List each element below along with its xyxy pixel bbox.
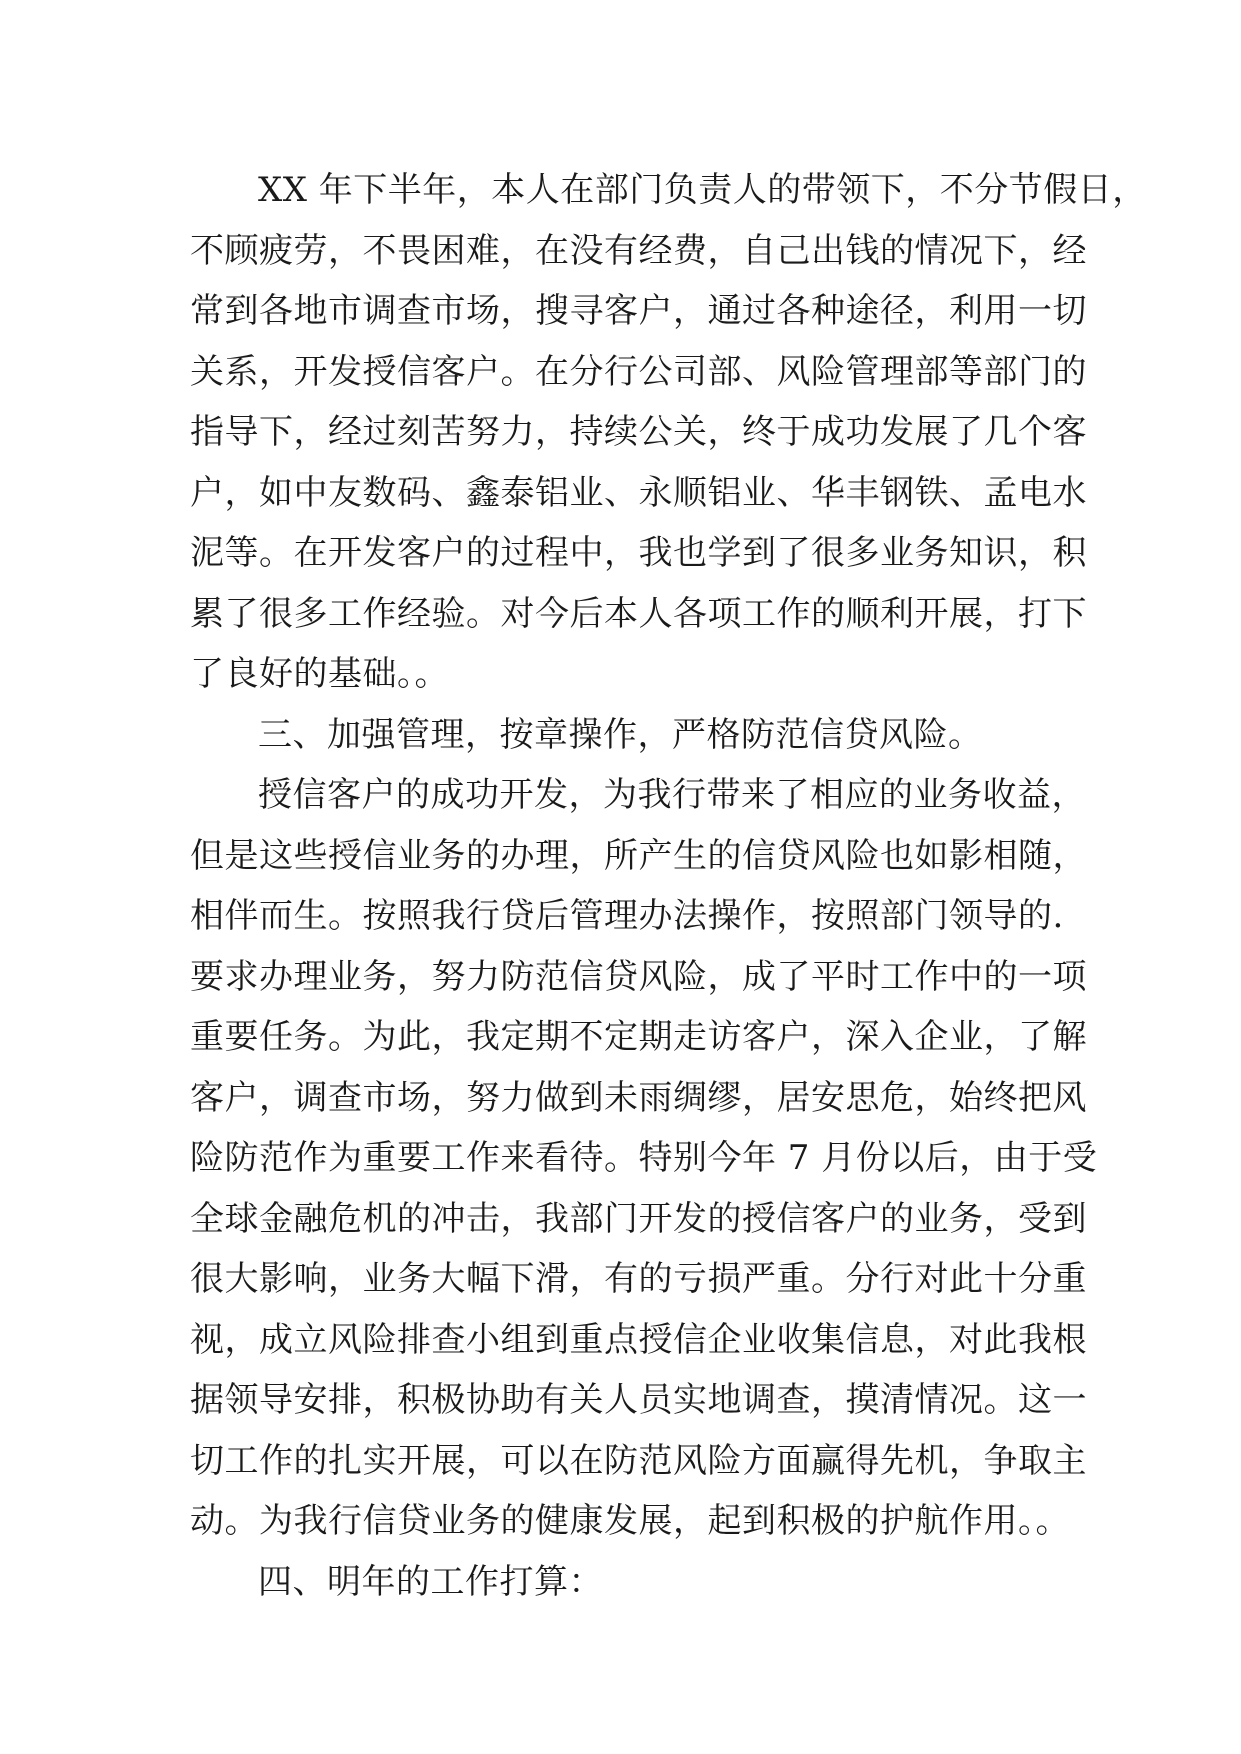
paragraph-line: 了良好的基础。。	[190, 654, 449, 694]
paragraph-line: 险防范作为重要工作来看待。特别今年 7 月份以后，由于受	[190, 1138, 1098, 1178]
paragraph-line: 相伴而生。按照我行贷后管理办法操作，按照部门领导的.	[190, 896, 1064, 936]
paragraph-line: 累了很多工作经验。对今后本人各项工作的顺利开展，打下	[190, 593, 1087, 634]
paragraph-line: 视，成立风险排查小组到重点授信企业收集信息，对此我根	[190, 1319, 1087, 1360]
paragraph-line: 动。为我行信贷业务的健康发展，起到积极的护航作用。。	[190, 1501, 1070, 1541]
paragraph-line: 授信客户的成功开发，为我行带来了相应的业务收益，	[258, 775, 1086, 815]
paragraph-line: XX 年下半年，本人在部门负责人的带领下，不分节假日，	[258, 170, 1147, 210]
body-text	[190, 160, 1147, 1612]
paragraph-line: 很大影响，业务大幅下滑，有的亏损严重。分行对此十分重	[190, 1259, 1087, 1299]
paragraph-line: 要求办理业务，努力防范信贷风险，成了平时工作中的一项	[190, 956, 1087, 997]
paragraph-line: 但是这些授信业务的办理，所产生的信贷风险也如影相随，	[190, 835, 1087, 876]
paragraph-line: 关系，开发授信客户。在分行公司部、风险管理部等部门的	[190, 351, 1087, 392]
paragraph-line: 据领导安排，积极协助有关人员实地调查，摸清情况。这一	[190, 1380, 1087, 1420]
paragraph-line: 重要任务。为此，我定期不定期走访客户，深入企业，了解	[190, 1017, 1087, 1057]
paragraph-line: 客户，调查市场，努力做到未雨绸缪，居安思危，始终把风	[190, 1077, 1087, 1118]
paragraph-line: 切工作的扎实开展，可以在防范风险方面赢得先机，争取主	[190, 1440, 1087, 1481]
section-heading: 四、明年的工作打算：	[258, 1561, 603, 1602]
paragraph-line: 户，如中友数码、鑫泰铝业、永顺铝业、华丰钢铁、孟电水	[190, 472, 1087, 513]
paragraph-line: 泥等。在开发客户的过程中，我也学到了很多业务知识，积	[190, 533, 1087, 573]
paragraph-line: 常到各地市调查市场，搜寻客户，通过各种途径，利用一切	[190, 291, 1087, 331]
paragraph-line: 不顾疲劳，不畏困难，在没有经费，自己出钱的情况下，经	[190, 230, 1087, 271]
paragraph-line: 指导下，经过刻苦努力，持续公关，终于成功发展了几个客	[190, 412, 1087, 452]
section-heading: 三、加强管理，按章操作，严格防范信贷风险。	[258, 714, 983, 755]
paragraph-line: 全球金融危机的冲击，我部门开发的授信客户的业务，受到	[190, 1198, 1087, 1239]
